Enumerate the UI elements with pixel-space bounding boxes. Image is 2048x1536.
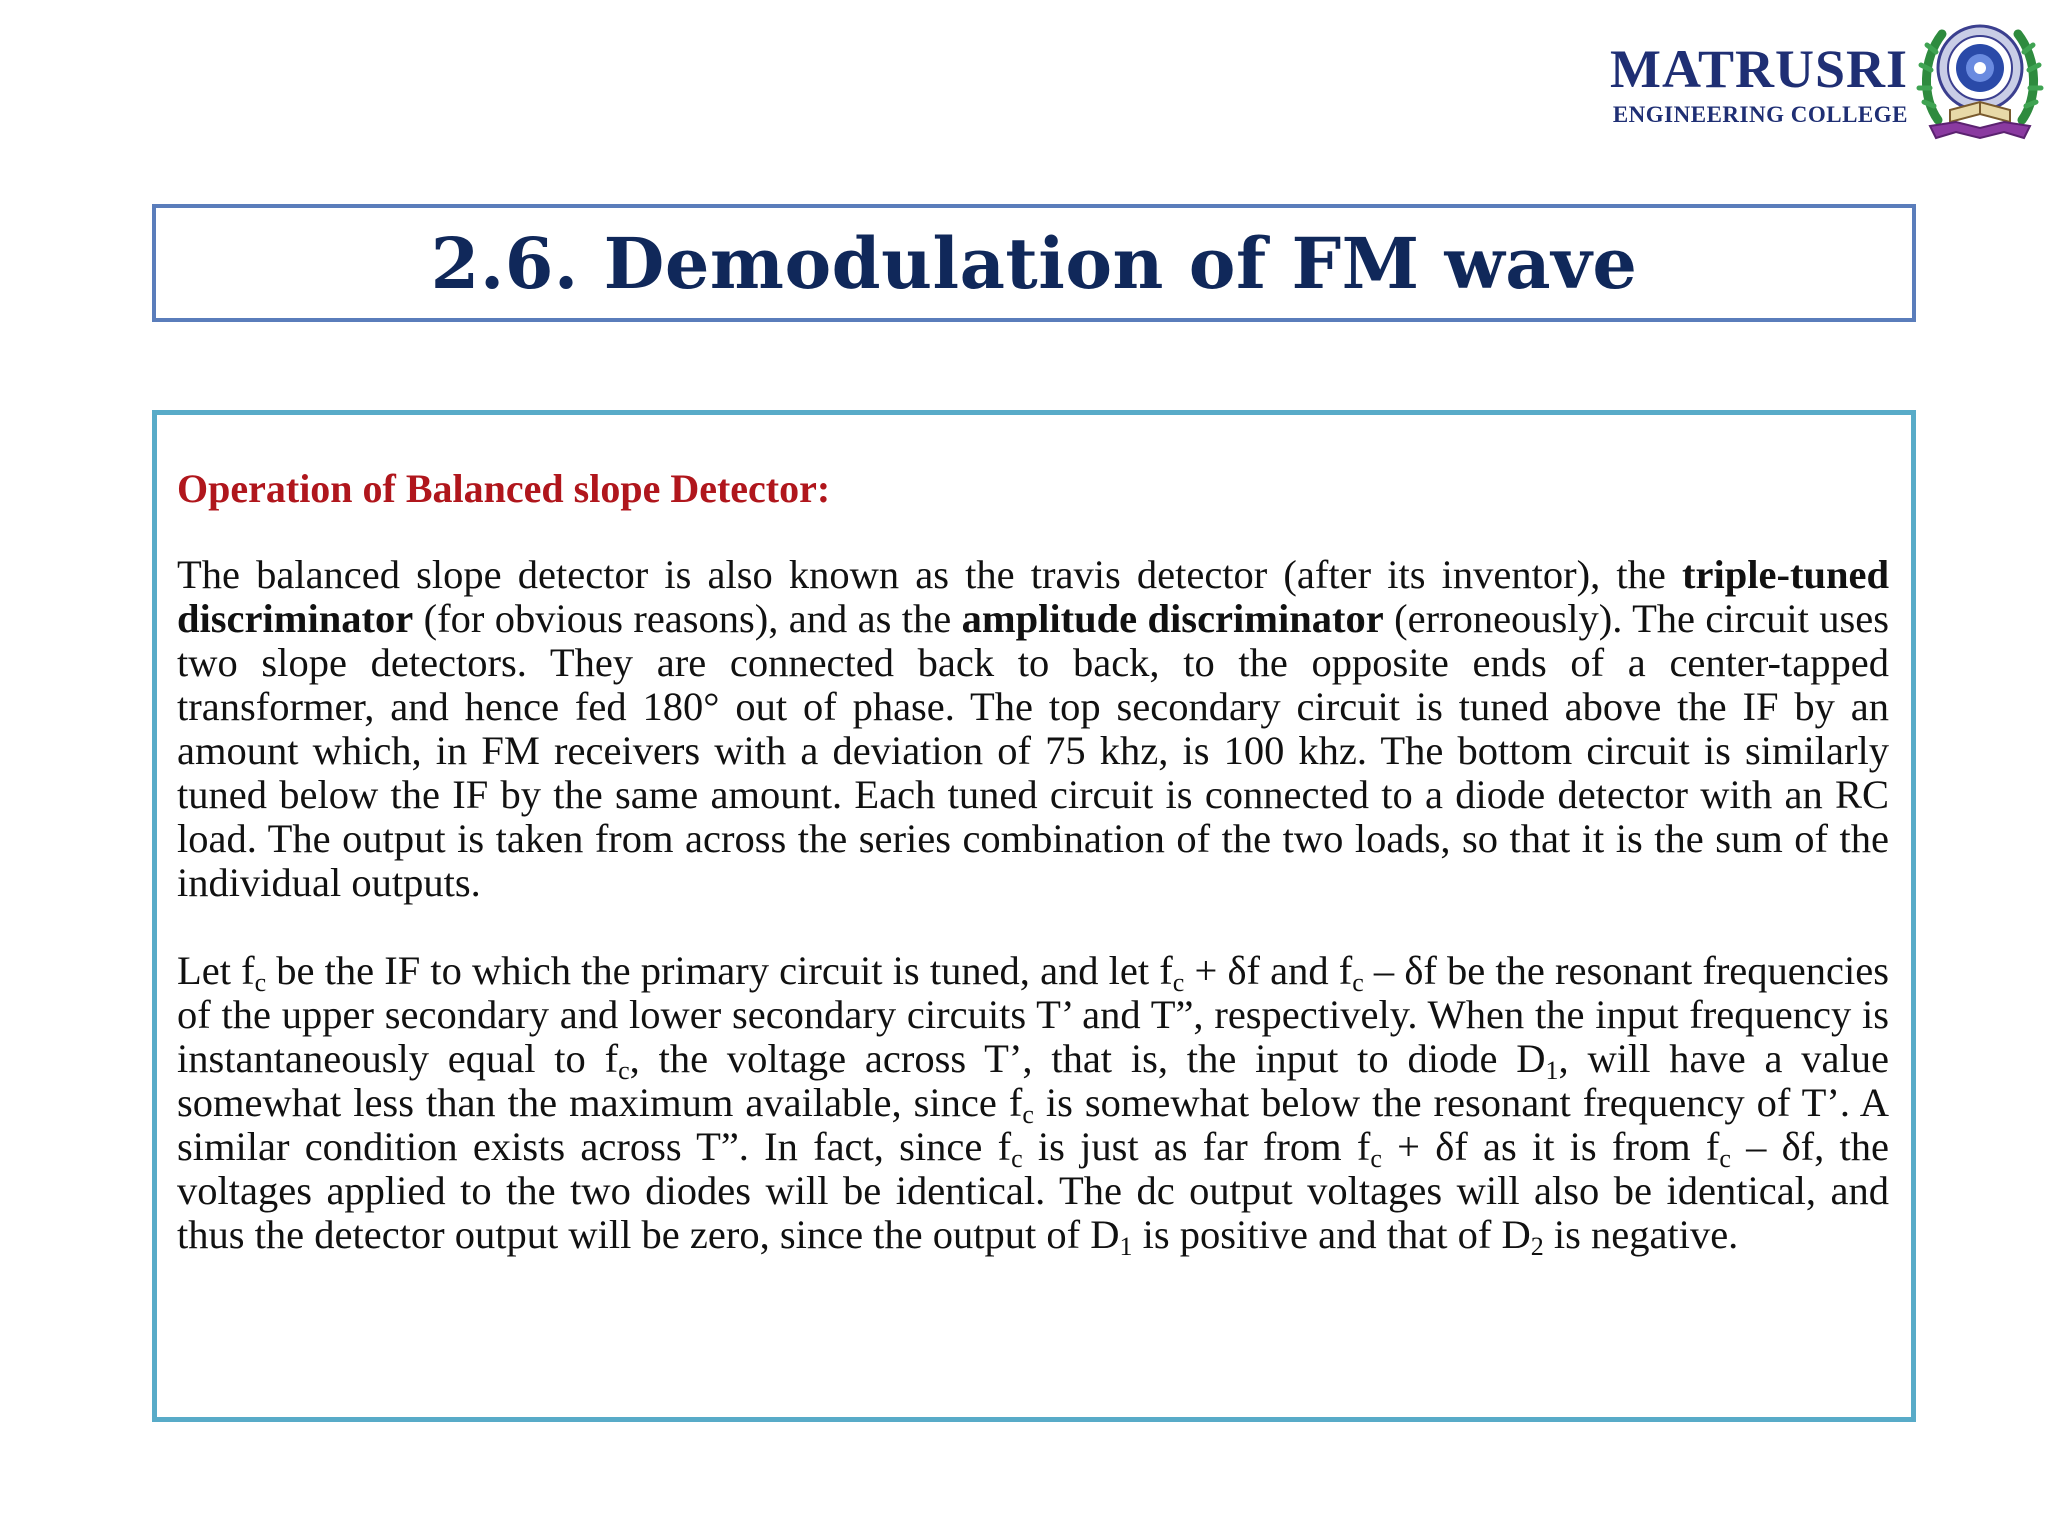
text-span: + δf as it is from f — [1381, 1124, 1720, 1169]
subscript-2: 2 — [1530, 1232, 1544, 1261]
text-span: – δf be the resonant frequencies of the upper secondary and lower secondary circuits T’ and T”, respectively. When the input frequency is instantaneously equal to f — [177, 948, 1889, 1081]
paragraph-1 — [177, 553, 1889, 905]
title-box — [152, 204, 1916, 322]
text-span: (for obvious reasons), and as the — [413, 596, 962, 641]
subscript-c: c — [1022, 1100, 1034, 1129]
text-span: , the voltage across T’, that is, the input to diode D — [629, 1036, 1546, 1081]
college-emblem-icon — [1916, 10, 2044, 144]
subscript-1: 1 — [1119, 1232, 1133, 1261]
text-span: is somewhat below the resonant frequency of T’. A similar condition exists across T”. In fact, since f — [177, 1080, 1889, 1169]
text-span: , will have a value somewhat less than the maximum available, since f — [177, 1036, 1890, 1125]
text-span: is positive and that of D — [1132, 1212, 1531, 1257]
subscript-1: 1 — [1545, 1056, 1559, 1085]
bold-term-triple-tuned: triple-tuned discriminator — [177, 552, 1889, 641]
text-span: is just as far from f — [1022, 1124, 1371, 1169]
paragraph-2 — [177, 948, 1890, 1261]
section-heading: Operation of Balanced slope Detector: — [177, 466, 831, 511]
subscript-c: c — [254, 968, 267, 997]
text-span: Let f — [177, 948, 255, 993]
logo-subtitle: ENGINEERING COLLEGE — [1612, 102, 1908, 127]
college-logo — [1584, 10, 2044, 140]
text-span: + δf and f — [1184, 948, 1353, 993]
subscript-c: c — [618, 1056, 630, 1085]
text-span: – δf, the voltages applied to the two diodes will be identical. The dc output voltages will also be identical, and thus the detector output will be zero, since the output of D — [177, 1124, 1889, 1257]
subscript-c: c — [1370, 1144, 1382, 1173]
subscript-c: c — [1719, 1144, 1731, 1173]
subscript-c: c — [1352, 968, 1364, 997]
bold-term-amplitude: amplitude discriminator — [961, 596, 1384, 641]
text-span: (erroneously). The circuit uses two slope detectors. They are connected back to back, to the opposite ends of a center-tapped transformer, and hence fed 180° out of phase. The top secondary circuit is tuned above the IF by an amount which, in FM receivers with a deviation of 75 khz, is 100 khz. The bottom circuit is similarly tuned below the IF by the same amount. Each tuned circuit is connected to a diode detector with an RC load. The output is taken from across the series combination of the two loads, so that it is the sum of the individual outputs. — [177, 596, 1889, 905]
subscript-c: c — [1172, 968, 1185, 997]
text-span: The balanced slope detector is also known as the travis detector (after its inventor), the — [177, 552, 1682, 597]
slide-title: 2.6. Demodulation of FM wave — [430, 221, 1638, 305]
logo-name: MATRUSRI — [1609, 39, 1908, 99]
text-span: is negative. — [1543, 1212, 1739, 1257]
content-box — [152, 410, 1916, 1422]
subscript-c: c — [1011, 1144, 1023, 1173]
text-span: be the IF to which the primary circuit is tuned, and let f — [266, 948, 1173, 993]
